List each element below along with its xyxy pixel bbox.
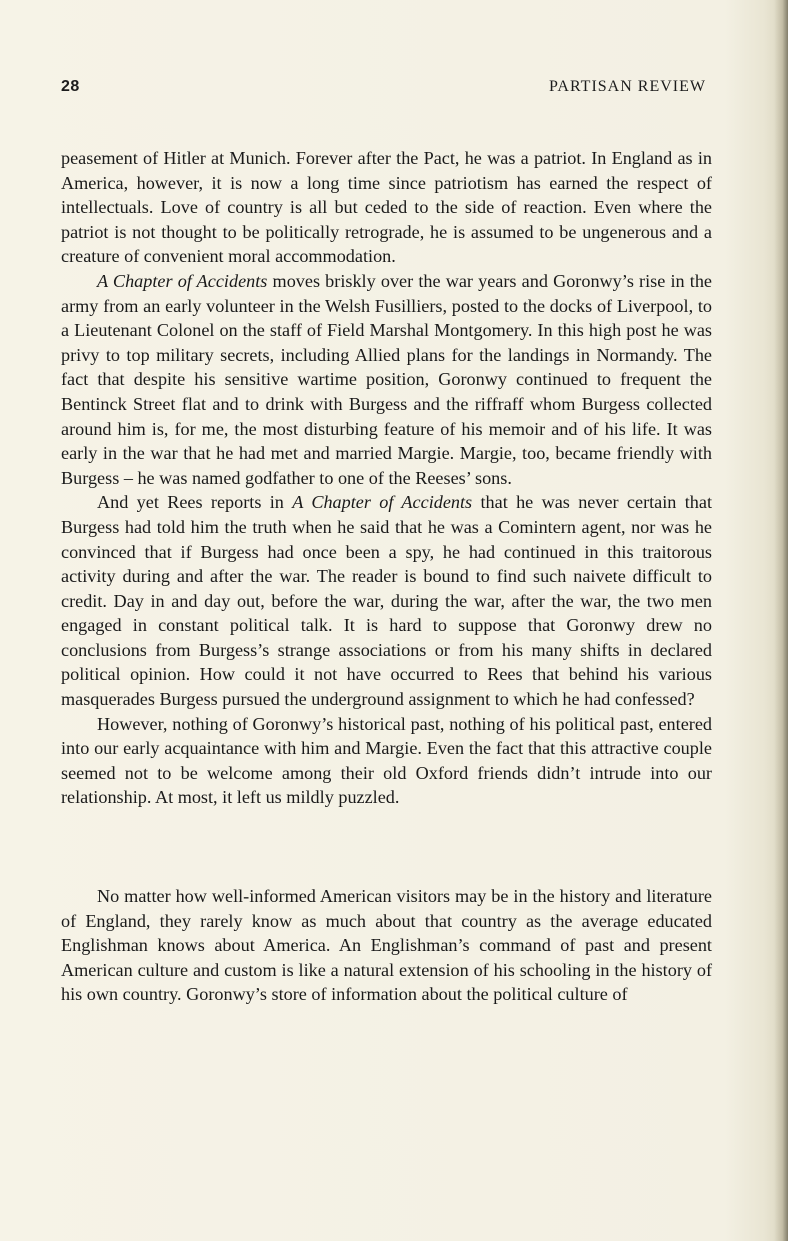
paragraph bbox=[61, 490, 712, 711]
paragraph bbox=[61, 146, 712, 269]
page-number: 28 bbox=[61, 78, 80, 95]
article-body bbox=[61, 146, 712, 1007]
running-header bbox=[61, 78, 706, 102]
paragraph-text: that he was never certain that Burgess had told him the truth when he said that he was a Comintern agent, nor was he convinced that if Burgess had once been a spy, he had continued in this traitorous activity during and after the war. The reader is bound to find such naivete difficult to credit. Day in and day out, before the war, during the war, after the war, the two men engaged in constant political talk. It is hard to suppose that Goronwy drew no conclusions from Burgess’s strange associations or from his many shifts in declared political opinion. How could it not have occurred to Rees that behind his various masquerades Burgess pursued the underground assignment to which he had confessed? bbox=[61, 492, 713, 710]
paragraph-text: peasement of Hitler at Munich. Forever after the Pact, he was a patriot. In England as in America, however, it is now a long time since patriotism has earned the respect of intellectuals. Love of country is all but ceded to the side of reaction. Even where the patriot is not thought to be politically retrograde, he is assumed to be ungenerous and a creature of convenient moral accommodation. bbox=[61, 148, 712, 267]
journal-title: PARTISAN REVIEW bbox=[548, 78, 706, 95]
page-spine-shadow bbox=[774, 0, 788, 1241]
book-title: A Chapter of Accidents bbox=[292, 492, 473, 513]
paragraph-text: And yet Rees reports in bbox=[97, 492, 293, 513]
paragraph bbox=[61, 884, 712, 1007]
paragraph bbox=[61, 712, 712, 810]
book-title: A Chapter of Accidents bbox=[97, 270, 268, 291]
paragraph-text: No matter how well-informed American visitors may be in the history and literature of England, they rarely know as much about that country as the average educated Englishman knows about America. An Englishman’s command of past and present American culture and custom is like a natural extension of his schooling in the history of his own country. Goronwy’s store of information about the political culture of bbox=[61, 886, 712, 1005]
paragraph bbox=[61, 269, 712, 490]
paragraph-text: moves briskly over the war years and Goronwy’s rise in the army from an early volunteer in the Welsh Fusilliers, posted to the docks of Liverpool, to a Lieutenant Colonel on the staff of Field Marshal Montgomery. In this high post he was privy to top military secrets, including Allied plans for the landings in Normandy. The fact that despite his sensitive wartime position, Goronwy continued to frequent the Bentinck Street flat and to drink with Burgess and the riffraff whom Burgess collected around him is, for me, the most disturbing feature of his memoir and of his life. It was early in the war that he had met and married Margie. Margie, too, became friendly with Burgess – he was named godfather to one of the Reeses’ sons. bbox=[61, 270, 712, 488]
paragraph-text: However, nothing of Goronwy’s historical past, nothing of his political past, entered into our early acquaintance with him and Margie. Even the fact that this attractive couple seemed not to be welcome among their old Oxford friends didn’t intrude into our relationship. At most, it left us mildly puzzled. bbox=[61, 713, 712, 808]
